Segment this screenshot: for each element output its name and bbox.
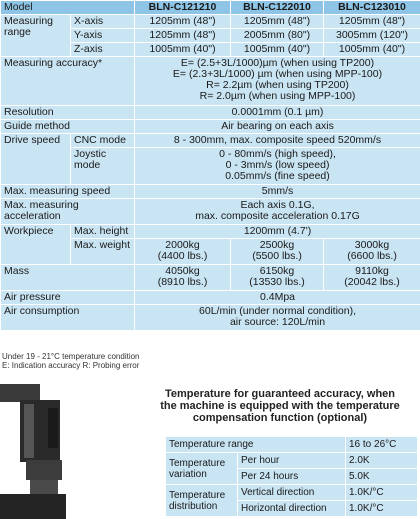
joystick-mode-label: Joystic mode — [71, 148, 135, 185]
max-weight-1 — [135, 239, 231, 265]
max-height-value: 1200mm (4.7') — [135, 225, 420, 239]
temp-range-row — [166, 437, 418, 453]
x-axis-1: 1205mm (48") — [135, 15, 231, 29]
guide-label: Guide method — [1, 120, 135, 134]
temperature-title-line: compensation function (optional) — [192, 412, 368, 424]
x-axis-3: 1205mm (48") — [324, 15, 420, 29]
mass-lbs: (13530 lbs.) — [249, 276, 305, 288]
guide-value: Air bearing on each axis — [135, 120, 420, 134]
model-label: Model — [1, 1, 135, 15]
z-axis-3: 1005mm (40") — [324, 43, 420, 57]
joystick-mode-value — [135, 148, 420, 185]
vertical-value: 1.0K/°C — [346, 485, 418, 501]
max-accel-label: Max. measuring acceleration — [1, 199, 135, 225]
cmm-machine-icon — [0, 378, 66, 519]
y-axis-1: 1205mm (48") — [135, 29, 231, 43]
joystick-line: 0 - 3mm/s (low speed) — [225, 159, 330, 171]
mass-label: Mass — [1, 265, 135, 291]
mass-kg: 9110kg — [355, 265, 389, 277]
temperature-title-line: Temperature for guaranteed accuracy, when — [164, 388, 396, 400]
horizontal-value: 1.0K/°C — [346, 501, 418, 517]
weight-kg: 2000kg — [165, 239, 200, 251]
accuracy-line: R= 2.2µm (when using TP200) — [206, 79, 349, 91]
model-2: BLN-C122010 — [231, 1, 324, 15]
max-accel-row — [1, 199, 420, 225]
x-axis-2: 1205mm (48") — [231, 15, 324, 29]
resolution-label: Resolution — [1, 106, 135, 120]
measuring-range-label: Measuring range — [1, 15, 71, 57]
max-accel-line: Each axis 0.1G, — [240, 199, 315, 211]
max-speed-label: Max. measuring speed — [1, 185, 135, 199]
resolution-value: 0.0001mm (0.1 µm) — [135, 106, 420, 120]
y-axis-label: Y-axis — [71, 29, 135, 43]
model-1: BLN-C121210 — [135, 1, 231, 15]
footnotes — [2, 352, 140, 370]
header-row — [1, 1, 420, 15]
max-weight-2 — [231, 239, 324, 265]
workpiece-label: Workpiece — [1, 225, 71, 265]
temp-range-value: 16 to 26°C — [346, 437, 418, 453]
mass-kg: 4050kg — [165, 265, 200, 277]
accuracy-label: Measuring accuracy* — [1, 57, 135, 106]
temp-variation-label: Temperature variation — [166, 453, 238, 485]
y-axis-3: 3005mm (120") — [324, 29, 420, 43]
per-hour-label: Per hour — [238, 453, 346, 469]
drive-speed-label: Drive speed — [1, 134, 71, 185]
guide-row — [1, 120, 420, 134]
max-accel-line: max. composite acceleration 0.17G — [195, 210, 360, 222]
model-3: BLN-C123010 — [324, 1, 420, 15]
temp-range-label: Temperature range — [166, 437, 346, 453]
temperature-title — [144, 388, 416, 424]
max-speed-row — [1, 185, 420, 199]
air-consumption-value — [135, 305, 420, 331]
weight-kg: 3000kg — [354, 239, 390, 251]
temperature-title-line: the machine is equipped with the temperature — [160, 400, 400, 412]
weight-kg: 2500kg — [259, 239, 295, 251]
resolution-row — [1, 106, 420, 120]
weight-lbs: (5500 lbs.) — [252, 250, 302, 262]
mass-2 — [231, 265, 324, 291]
temp-hour-row — [166, 453, 418, 469]
machine-image — [0, 378, 66, 519]
max-weight-label: Max. weight — [71, 239, 135, 265]
footnote-line: Under 19 - 21°C temperature condition — [2, 352, 140, 361]
mass-1 — [135, 265, 231, 291]
temperature-table — [165, 436, 418, 517]
air-pressure-row — [1, 291, 420, 305]
accuracy-line: E= (2.3+3L/1000) µm (when using MPP-100) — [172, 68, 383, 80]
max-speed-value: 5mm/s — [135, 185, 420, 199]
air-pressure-label: Air pressure — [1, 291, 135, 305]
per-24-label: Per 24 hours — [238, 469, 346, 485]
temp-vertical-row — [166, 485, 418, 501]
footnote-line: E: Indication accuracy R: Probing error — [2, 361, 140, 370]
z-axis-1: 1005mm (40") — [135, 43, 231, 57]
cnc-mode-label: CNC mode — [71, 134, 135, 148]
mass-kg: 6150kg — [259, 265, 295, 277]
max-height-label: Max. height — [71, 225, 135, 239]
z-axis-label: Z-axis — [71, 43, 135, 57]
accuracy-line: R= 2.0µm (when using MPP-100) — [199, 90, 356, 102]
air-pressure-value: 0.4Mpa — [135, 291, 420, 305]
y-axis-2: 2005mm (80") — [231, 29, 324, 43]
horizontal-label: Horizontal direction — [238, 501, 346, 517]
per-hour-value: 2.0K — [346, 453, 418, 469]
mass-row — [1, 265, 420, 291]
x-axis-label: X-axis — [71, 15, 135, 29]
accuracy-value — [135, 57, 420, 106]
z-axis-2: 1005mm (40") — [231, 43, 324, 57]
air-consumption-label: Air consumption — [1, 305, 135, 331]
cnc-mode-value: 8 - 300mm, max. composite speed 520mm/s — [135, 134, 420, 148]
joystick-line: 0.05mm/s (fine speed) — [225, 170, 330, 182]
air-consumption-row — [1, 305, 420, 331]
vertical-label: Vertical direction — [238, 485, 346, 501]
max-weight-3 — [324, 239, 420, 265]
mass-lbs: (20042 lbs.) — [344, 276, 400, 288]
air-consumption-line: air source: 120L/min — [229, 316, 326, 328]
temp-distribution-label: Temperature distribution — [166, 485, 238, 517]
range-x-row — [1, 15, 420, 29]
air-consumption-line: 60L/min (under normal condition), — [199, 305, 357, 317]
mass-3 — [324, 265, 420, 291]
drive-cnc-row — [1, 134, 420, 148]
mass-lbs: (8910 lbs.) — [157, 276, 208, 288]
workpiece-height-row — [1, 225, 420, 239]
joystick-line: 0 - 80mm/s (high speed), — [219, 148, 336, 160]
accuracy-row — [1, 57, 420, 106]
weight-lbs: (4400 lbs.) — [157, 250, 208, 262]
weight-lbs: (6600 lbs.) — [347, 250, 397, 262]
max-accel-value — [135, 199, 420, 225]
per-24-value: 5.0K — [346, 469, 418, 485]
accuracy-line: E= (2.5+3L/1000)µm (when using TP200) — [180, 57, 375, 69]
